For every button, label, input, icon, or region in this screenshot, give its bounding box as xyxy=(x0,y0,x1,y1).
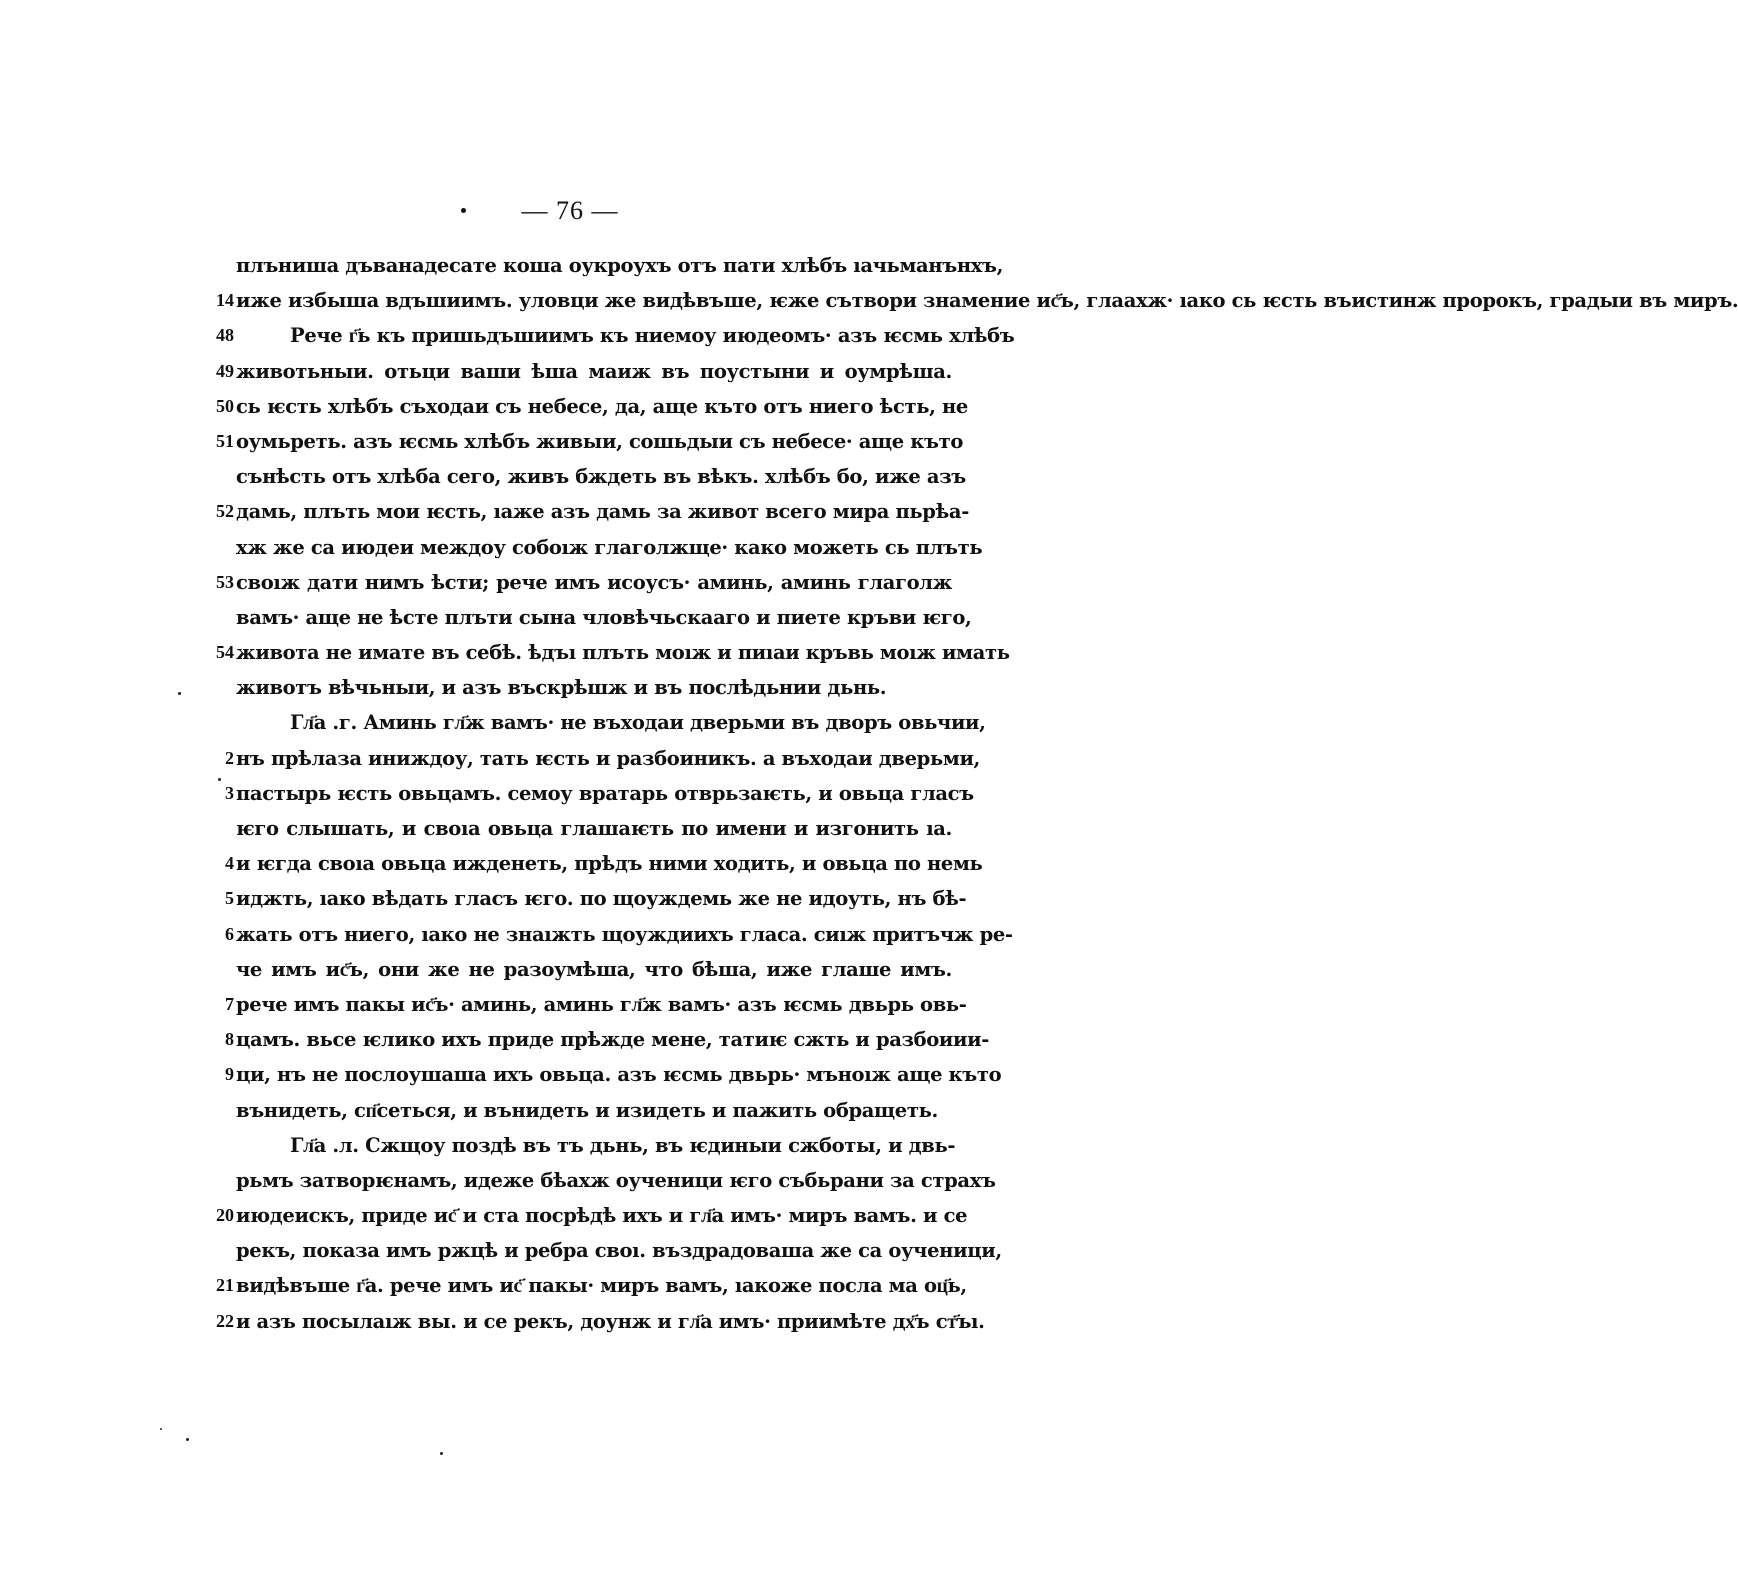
text-line xyxy=(0,1022,1140,1057)
line-text: Гл҃а .л. Сжщоу поздѣ въ тъ дьнь, въ ѥдиныи сжботы, и двь- xyxy=(290,1133,956,1157)
verse-number: 49 xyxy=(216,360,234,381)
line-text: вамъ· аще не ѣсте плъти сына чловѣчьскааго и пиете кръви ѥго, xyxy=(236,605,972,629)
verse-number: 5 xyxy=(225,888,234,909)
text-line xyxy=(0,424,1140,459)
verse-number: 51 xyxy=(216,430,234,451)
line-text: июдеискъ, приде ис҃ и ста посрѣдѣ ихъ и гл҃а имъ· миръ вамъ. и се xyxy=(236,1204,968,1228)
line-text: и азъ посылаıж вы. и се рекъ, доунж и гл҃а имъ· приимѣте дх҃ъ ст҃ъı. xyxy=(236,1309,985,1333)
verse-number: 48 xyxy=(216,325,234,346)
ink-speck xyxy=(178,692,181,695)
line-text: вънидеть, сп҃сеться, и вънидеть и изидеть и пажить обращеть. xyxy=(236,1098,938,1122)
text-line xyxy=(0,917,1140,952)
text-line xyxy=(0,248,1140,283)
text-line xyxy=(0,283,1738,318)
line-text: живота не имате въ себѣ. ѣдъı плъть моıж и пиıаи кръвь моıж имать xyxy=(236,641,1010,665)
text-line xyxy=(0,318,1140,353)
text-line xyxy=(0,389,1140,424)
text-line xyxy=(0,881,1140,916)
text-line xyxy=(0,1198,1140,1233)
line-text: Гл҃а .г. Аминь гл҃ж вамъ· не въходаи дверьми въ дворъ овьчии, xyxy=(290,711,986,735)
line-text: видѣвъше г҃а. рече имъ ис҃ пакы· миръ вамъ, ıакоже посла ма оц҃ь, xyxy=(236,1274,967,1298)
text-line xyxy=(0,600,1140,635)
verse-number: 21 xyxy=(216,1275,234,1296)
text-line xyxy=(0,741,1140,776)
text-line xyxy=(0,1093,1140,1128)
line-text: животъ вѣчьныи, и азъ въскрѣшж и въ послѣдьнии дьнь. xyxy=(236,676,887,700)
ink-dot xyxy=(461,208,466,213)
verse-number: 14 xyxy=(216,290,234,311)
verse-number: 3 xyxy=(225,782,234,803)
text-line xyxy=(0,1163,1140,1198)
text-line xyxy=(0,670,1140,705)
text-line xyxy=(0,635,1140,670)
text-line xyxy=(0,811,1140,846)
ink-speck xyxy=(186,1438,189,1441)
text-line xyxy=(0,1128,1140,1163)
text-block xyxy=(0,248,1738,1339)
line-text: иджть, ıако вѣдать гласъ ѥго. по щоуждемь же не идоуть, нъ бѣ- xyxy=(236,887,967,911)
line-text: нъ прѣлаза иниждоу, тать ѥсть и разбоиникъ. а въходаи дверьми, xyxy=(236,746,980,770)
line-text: животьныи. отьци ваши ѣша маиж въ поустыни и оумрѣша. xyxy=(236,359,952,383)
verse-number: 7 xyxy=(225,993,234,1014)
line-text: сънѣсть отъ хлѣба сего, живъ бждеть въ вѣкъ. хлѣбъ бо, иже азъ xyxy=(236,465,966,489)
verse-number: 4 xyxy=(225,853,234,874)
line-text: и ѥгда своıа овьца ижденеть, прѣдъ ними ходить, и овьца по немь xyxy=(236,852,983,876)
verse-number: 20 xyxy=(216,1205,234,1226)
line-text: сь ѥсть хлѣбъ съходаи съ небесе, да, аще къто отъ ниего ѣсть, не xyxy=(236,394,968,418)
page-header xyxy=(0,196,1140,226)
text-line xyxy=(0,776,1140,811)
line-text: че имъ ис҃ъ, они же не разоумѣша, что бѣша, иже глаше имъ. xyxy=(236,957,952,981)
line-text: плъниша дъванадесате коша оукроухъ отъ пати хлѣбъ ıачьманънхъ, xyxy=(236,254,1004,277)
text-line xyxy=(0,494,1140,529)
verse-number: 8 xyxy=(225,1029,234,1050)
line-text: ци, нъ не послоушаша ихъ овьца. азъ ѥсмь двьрь· мъноıж аще къто xyxy=(236,1063,1002,1087)
text-line xyxy=(0,705,1140,740)
verse-number: 2 xyxy=(225,747,234,768)
page-number: — 76 — xyxy=(521,196,619,225)
line-text: оумьреть. азъ ѥсмь хлѣбъ живыи, сошьдыи съ небесе· аще къто xyxy=(236,429,964,453)
text-line xyxy=(0,1304,1140,1339)
line-text: Рече г҃ь къ пришьдъшиимъ къ ниемоу июдеомъ· азъ ѥсмь хлѣбъ xyxy=(290,324,1015,348)
verse-number: 9 xyxy=(225,1064,234,1085)
line-text: рьмъ затворѥнамъ, идеже бѣахж оученици ѥго събьрани за страхъ xyxy=(236,1168,996,1192)
verse-number: 52 xyxy=(216,501,234,522)
text-line xyxy=(0,1268,1140,1303)
text-line xyxy=(0,987,1140,1022)
verse-number: 53 xyxy=(216,571,234,592)
text-line xyxy=(0,846,1140,881)
line-text: своıж дати нимъ ѣсти; рече имъ исоусъ· аминь, аминь глаголж xyxy=(236,570,952,594)
text-line xyxy=(0,354,1140,389)
verse-number: 22 xyxy=(216,1310,234,1331)
line-text: цамъ. вьсе ѥлико ихъ приде прѣжде мене, татиѥ сжть и разбоиии- xyxy=(236,1028,990,1052)
verse-number: 6 xyxy=(225,923,234,944)
line-text: рекъ, показа имъ ржцѣ и ребра своı. въздрадоваша же са оученици, xyxy=(236,1239,1002,1263)
line-text: рече имъ пакы ис҃ъ· аминь, аминь гл҃ж вамъ· азъ ѥсмь двьрь овь- xyxy=(236,992,967,1016)
line-text: иже избыша вдъшиимъ. уловци же видѣвъше, ѥже сътвори знамение ис҃ъ, глаахж· ıако сь ѥсть въистинж пророкъ, градыи въ миръ. xyxy=(236,289,1738,313)
text-line xyxy=(0,952,1140,987)
ink-speck xyxy=(440,1452,443,1455)
text-line xyxy=(0,1057,1140,1092)
text-line xyxy=(0,565,1140,600)
ink-speck xyxy=(160,1428,162,1430)
ink-speck xyxy=(218,778,221,781)
text-line xyxy=(0,530,1140,565)
line-text: дамь, плъть мои ѥсть, ıаже азъ дамь за живот всего мира пьрѣа- xyxy=(236,500,969,524)
line-text: ѥго слышать, и своıа овьца глашаѥть по имени и изгонить ıа. xyxy=(236,817,952,840)
text-line xyxy=(0,1233,1140,1268)
line-text: пастырь ѥсть овьцамъ. семоу вратарь отврьзаѥть, и овьца гласъ xyxy=(236,781,974,805)
verse-number: 54 xyxy=(216,642,234,663)
text-line xyxy=(0,459,1140,494)
verse-number: 50 xyxy=(216,395,234,416)
line-text: хж же са июдеи междоу собоıж глаголжще· како можеть сь плъть xyxy=(236,535,983,559)
line-text: жать отъ ниего, ıако не знаıжть щоуждиихъ гласа. сиıж притъчж ре- xyxy=(236,922,1013,946)
